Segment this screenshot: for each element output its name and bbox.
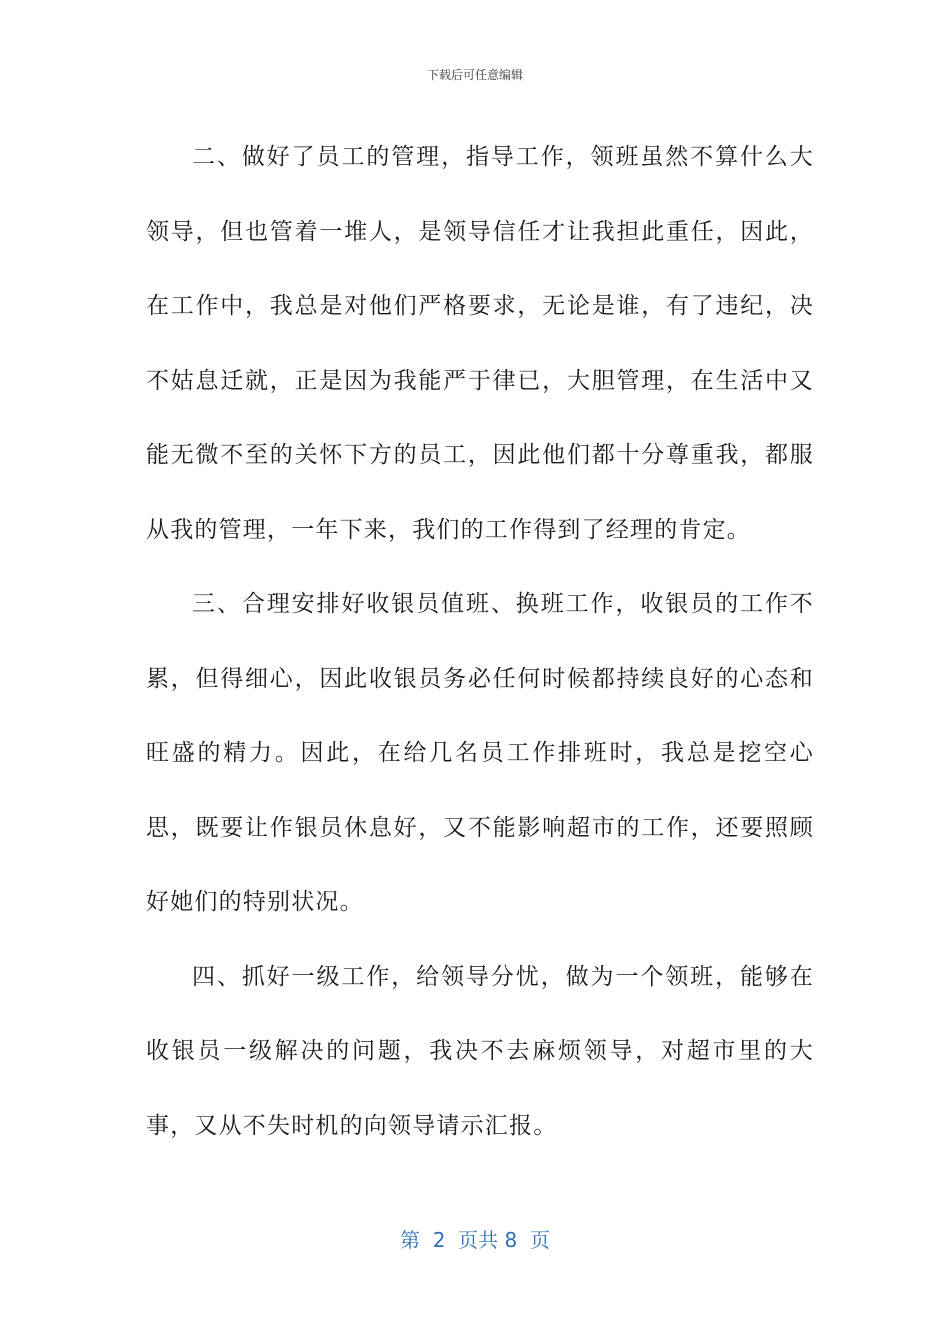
paragraph-2: 二、做好了员工的管理，指导工作，领班虽然不算什么大领导，但也管着一堆人，是领导信任才让我担此重任，因此，在工作中，我总是对他们严格要求，无论是谁，有了违纪，决不姑息迁就，正是因为我能严于律已，大胆管理，在生活中又能无微不至的关怀下方的员工，因此他们都十分尊重我，都服从我的管理，一年下来，我们的工作得到了经理的肯定。 bbox=[146, 144, 814, 543]
page-number-footer: 第 2 页共 8 页 bbox=[400, 1228, 550, 1252]
page-header: 下载后可任意编辑 bbox=[426, 68, 523, 82]
document-body bbox=[146, 120, 814, 1163]
paragraph-3: 三、合理安排好收银员值班、换班工作，收银员的工作不累，但得细心，因此收银员务必任何时候都持续良好的心态和旺盛的精力。因此，在给几名员工作排班时，我总是挖空心思，既要让作银员休息好，又不能影响超市的工作，还要照顾好她们的特别状况。 bbox=[146, 591, 814, 915]
paragraph-4: 四、抓好一级工作，给领导分忧，做为一个领班，能够在收银员一级解决的问题，我决不去麻烦领导，对超市里的大事，又从不失时机的向领导请示汇报。 bbox=[146, 963, 814, 1139]
